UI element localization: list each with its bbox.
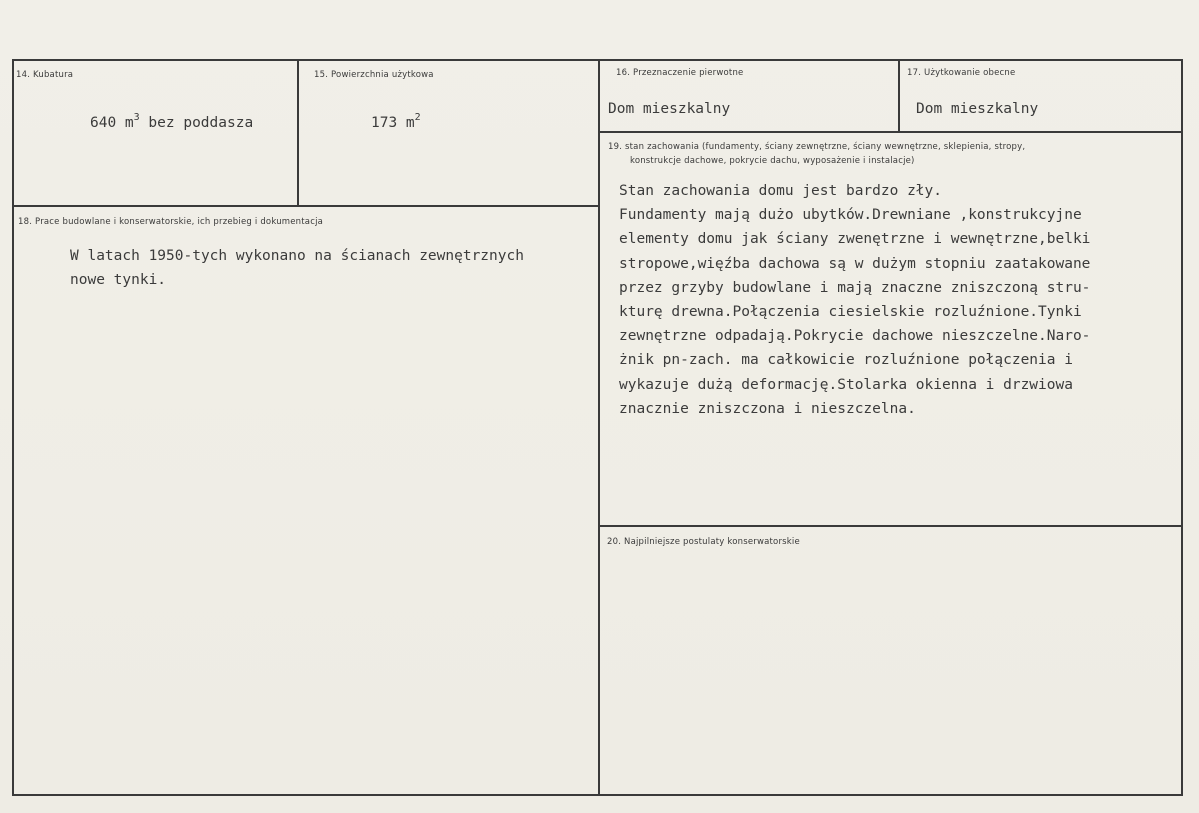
text-line: nowe tynki. [70, 272, 167, 289]
text-line: Stan zachowania domu jest bardzo zły. [619, 183, 943, 199]
text-line: elementy domu jak ściany zwenętrzne i wewnętrzne,belki [619, 231, 1091, 248]
text-line: zewnętrzne odpadają.Pokrycie dachowe nieszczelne.Naro- [619, 328, 1091, 345]
kubatura-exponent: 3 [133, 112, 140, 123]
field-15-value [371, 112, 421, 131]
field-16-value: Dom mieszkalny [608, 101, 731, 117]
bottom-border [12, 794, 1182, 796]
field-19-label-line1: 19. stan zachowania (fundamenty, ściany zewnętrzne, ściany wewnętrzne, sklepienia, stropy, [608, 142, 1026, 152]
left-border [12, 59, 14, 796]
row-divider-right-2 [599, 525, 1182, 527]
field-14-label: 14. Kubatura [16, 70, 74, 80]
field-14-value [90, 112, 254, 131]
field-15-label: 15. Powierzchnia użytkowa [314, 70, 434, 80]
col-divider-14-15 [297, 59, 299, 206]
field-17-label: 17. Użytkowanie obecne [907, 68, 1016, 78]
kubatura-suffix: bez poddasza [139, 115, 254, 131]
row-divider-left [12, 205, 599, 207]
right-border [1181, 59, 1183, 796]
text-line: znacznie zniszczona i nieszczelna. [619, 400, 916, 417]
field-17-value: Dom mieszkalny [916, 101, 1039, 117]
top-border [12, 59, 1182, 61]
area-number: 173 m [371, 115, 415, 131]
field-18-label: 18. Prace budowlane i konserwatorskie, ich przebieg i dokumentacja [18, 217, 324, 227]
field-18-text [70, 244, 524, 292]
col-divider-center [598, 59, 600, 796]
text-line: wykazuje dużą deformację.Stolarka okienna i drzwiowa [619, 376, 1073, 393]
col-divider-16-17 [898, 59, 900, 132]
row-divider-right-1 [599, 131, 1182, 133]
text-line: stropowe,więźba dachowa są w dużym stopniu zaatakowane [619, 255, 1091, 272]
kubatura-number: 640 m [90, 115, 134, 131]
text-line: przez grzyby budowlane i mają znaczne zniszczoną stru- [619, 279, 1091, 296]
area-exponent: 2 [414, 112, 421, 123]
field-20-label: 20. Najpilniejsze postulaty konserwatorskie [607, 537, 800, 547]
field-19-text [619, 179, 1090, 421]
text-line: Fundamenty mają dużo ubytków.Drewniane ,konstrukcyjne [619, 207, 1082, 224]
text-line: kturę drewna.Połączenia ciesielskie rozluźnione.Tynki [619, 304, 1082, 321]
field-19-label-line2: konstrukcje dachowe, pokrycie dachu, wyposażenie i instalacje) [630, 156, 915, 166]
field-16-label: 16. Przeznaczenie pierwotne [616, 68, 744, 78]
text-line: żnik pn-zach. ma całkowicie rozluźnione połączenia i [619, 352, 1073, 369]
text-line: W latach 1950-tych wykonano na ścianach zewnętrznych [70, 248, 524, 264]
